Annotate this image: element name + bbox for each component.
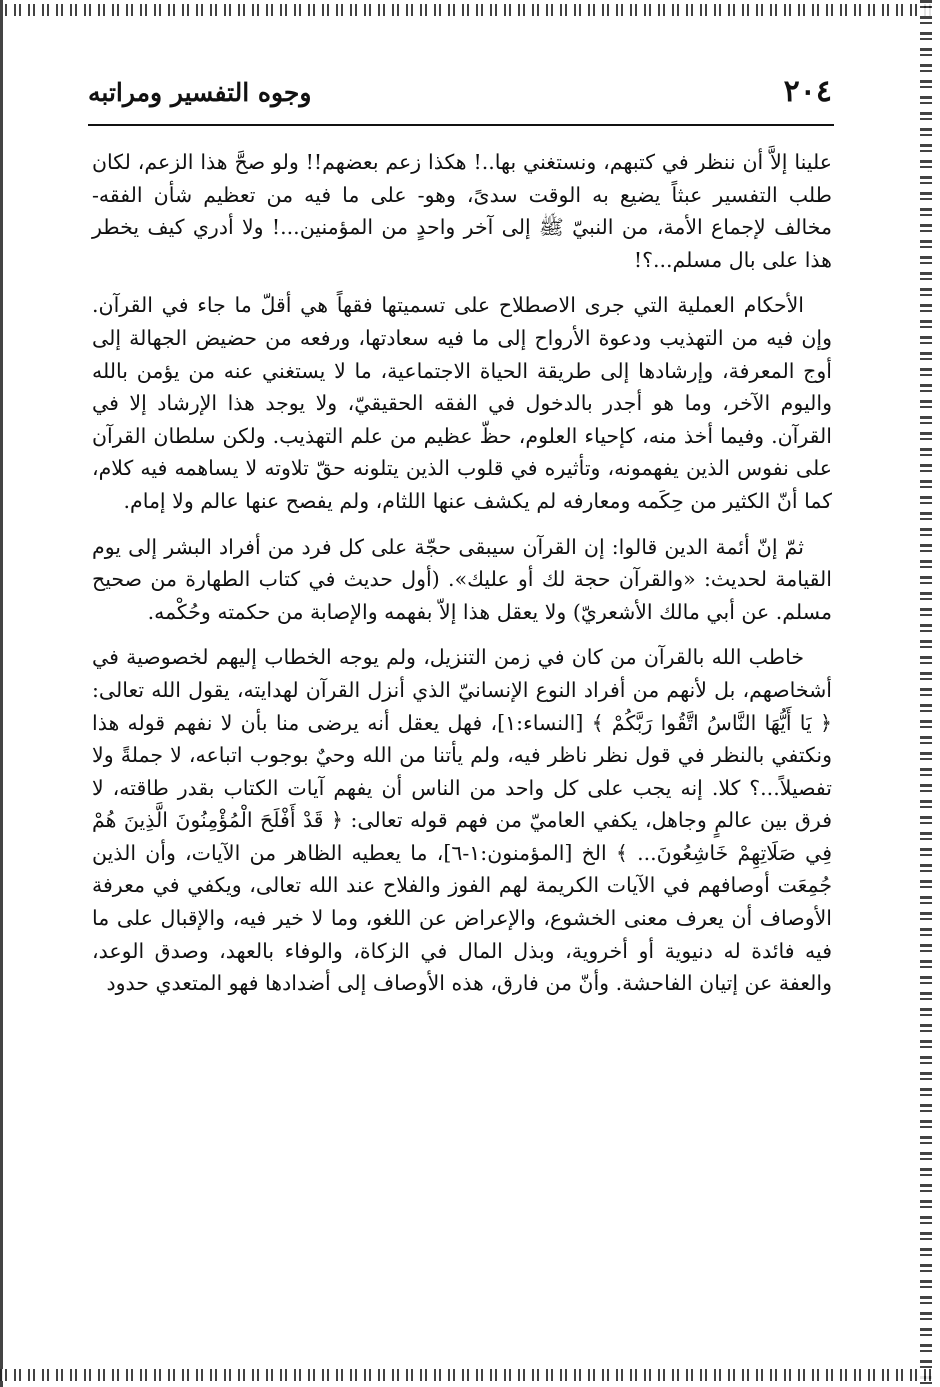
page-header [88, 74, 832, 114]
paragraph-1: علينا إلاَّ أن ننظر في كتبهم، ونستغني بها..! هكذا زعم بعضهم!! ولو صحَّ هذا الزعم، لكان طلب التفسير عبثاً يضيع به الوقت سدىً، وهو- على ما فيه من تعظيم شأن الفقه- مخالف لإجماع الأمة، من النبيّ ﷺ إلى آخر واحدٍ من المؤمنين...! ولا أدري كيف يخطر هذا على بال مسلم...؟! [92, 150, 832, 272]
decorative-border-bottom [0, 1369, 932, 1381]
page-body [92, 146, 832, 1013]
decorative-border-left [0, 0, 3, 1387]
running-title: وجوه التفسير ومراتبه [88, 78, 312, 107]
decorative-border-top [0, 4, 932, 16]
decorative-border-right [920, 0, 932, 1387]
page-number: ٢٠٤ [783, 74, 832, 109]
header-rule [88, 124, 834, 126]
paragraph-4: خاطب الله بالقرآن من كان في زمن التنزيل، ولم يوجه الخطاب إليهم لخصوصية في أشخاصهم، بل لأنهم من أفراد النوع الإنسانيّ الذي أنزل القرآن لهدايته، يقول الله تعالى: ﴿ يَا أَيُّهَا النَّاسُ اتَّقُوا رَبَّكُمْ ﴾ [النساء:١]، فهل يعقل أنه يرضى منا بأن لا نفهم قوله هذا ونكتفي بالنظر في قول نظر ناظر فيه، ولم يأتنا من الله وحيٌ بوجوب اتباعه، لا جملةً ولا تفصيلاً...؟ كلا. إنه يجب على كل واحد من الناس أن يفهم آيات الكتاب بقدر طاقته، لا فرق بين عالمٍ وجاهل، يكفي العاميّ من فهم قوله تعالى: ﴿ قَدْ أَفْلَحَ الْمُؤْمِنُونَ الَّذِينَ هُمْ فِي صَلَاتِهِمْ خَاشِعُونَ... ﴾ الخ [المؤمنون:١-٦]، ما يعطيه الظاهر من الآيات، وأن الذين جُمِعَت أوصافهم في الآيات الكريمة لهم الفوز والفلاح عند الله تعالى، ويكفي في معرفة الأوصاف أن يعرف معنى الخشوع، والإعراض عن اللغو، وما لا خير فيه، والإقبال على ما فيه فائدة له دنيوية أو أخروية، وبذل المال في الزكاة، والوفاء بالعهد، وصدق الوعد، والعفة عن إتيان الفاحشة. وأنّ من فارق، هذه الأوصاف إلى أضدادها فهو المتعدي حدود [92, 645, 832, 996]
paragraph-3: ثمّ إنّ أئمة الدين قالوا: إن القرآن سيبقى حجّة على كل فرد من أفراد البشر إلى يوم القيامة لحديث: «والقرآن حجة لك أو عليك». (أول حديث في كتاب الطهارة من صحيح مسلم. عن أبي مالك الأشعريّ) ولا يعقل هذا إلاّ بفهمه والإصابة من حكمته وحُكْمه. [92, 534, 832, 624]
paragraph-2: الأحكام العملية التي جرى الاصطلاح على تسميتها فقهاً هي أقلّ ما جاء في القرآن. وإن فيه من التهذيب ودعوة الأرواح إلى ما فيه سعادتها، ورفعه من حضيض الجهالة إلى أوج المعرفة، وإرشادها إلى طريقة الحياة الاجتماعية، ما لا يستغني عنه من يؤمن بالله واليوم الآخر، وما هو أجدر بالدخول في الفقه الحقيقيّ، ولا يوجد هذا الإرشاد إلا في القرآن. وفيما أخذ منه، كإحياء العلوم، حظّ عظيم من علم التهذيب. ولكن سلطان القرآن على نفوس الذين يفهمونه، وتأثيره في قلوب الذين يتلونه حقّ تلاوته لا يساهمه فيه كلام، كما أنّ الكثير من حِكَمه ومعارفه لم يكشف عنها اللثام، ولم يفصح عنها عالم ولا إمام. [92, 293, 832, 513]
